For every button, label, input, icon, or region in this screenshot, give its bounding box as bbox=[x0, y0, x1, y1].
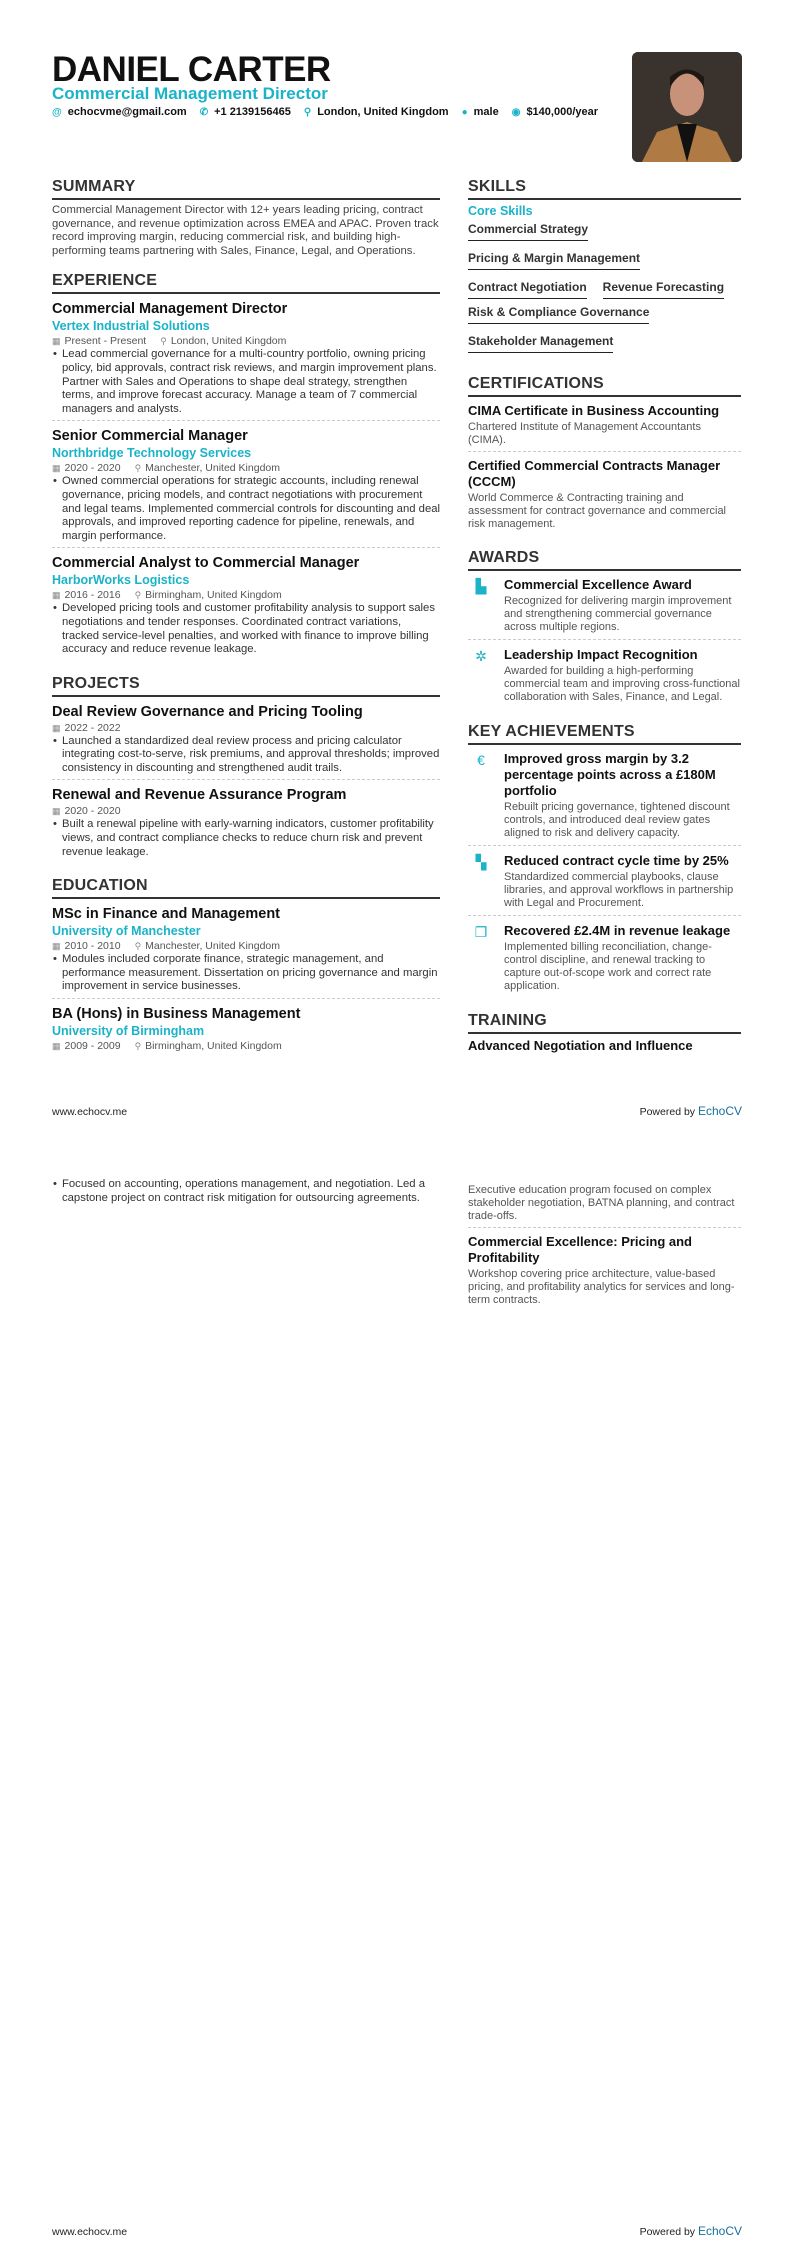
contact-email[interactable]: @ echocvme@gmail.com bbox=[52, 106, 187, 118]
dates: Present - Present bbox=[64, 335, 147, 348]
project-title: Renewal and Revenue Assurance Program bbox=[52, 787, 347, 804]
footer-site-link[interactable]: www.echocv.me bbox=[52, 2226, 128, 2238]
experience-section bbox=[52, 272, 440, 660]
bullet: • Lead commercial governance for a multi-country portfolio, owning pricing policy, bid approvals, contract risk reviews, and margin improvement plans. Partner with Sales and Operations to shape deal strategy, strengthen terms, and improve forecast accuracy. Manage a team of 7 commercial managers and analysts. bbox=[52, 348, 440, 416]
skill-tag: Stakeholder Management bbox=[468, 332, 613, 353]
education-item bbox=[52, 903, 440, 999]
degree: BA (Hons) in Business Management bbox=[52, 1006, 301, 1023]
degree: MSc in Finance and Management bbox=[52, 906, 281, 923]
award-title: Commercial Excellence Award bbox=[504, 577, 692, 592]
location: Birmingham, United Kingdom bbox=[145, 589, 282, 602]
achievement-title: Improved gross margin by 3.2 percentage points across a £180M portfolio bbox=[504, 751, 716, 798]
achievements-section bbox=[468, 723, 741, 998]
footer-powered-by: Powered by EchoCV bbox=[639, 1104, 742, 1118]
euro-icon: € bbox=[477, 752, 485, 768]
achievement-desc: Standardized commercial playbooks, clause libraries, and approval workflows in partnership with Legal and Procurement. bbox=[504, 871, 734, 909]
profile-photo bbox=[632, 52, 742, 162]
skill-tag: Commercial Strategy bbox=[468, 220, 588, 241]
location: Birmingham, United Kingdom bbox=[145, 1040, 282, 1053]
location: Manchester, United Kingdom bbox=[145, 462, 280, 475]
training-item bbox=[468, 1232, 741, 1311]
calendar-icon: ▦ bbox=[52, 590, 61, 601]
section-heading: SUMMARY bbox=[52, 178, 440, 200]
certification-desc: Chartered Institute of Management Accountants (CIMA). bbox=[468, 421, 701, 446]
calendar-icon: ▦ bbox=[52, 1041, 61, 1052]
bullet: • Built a renewal pipeline with early-warning indicators, customer profitability views, and contract compliance checks to reduce churn risk and prevent revenue leakage. bbox=[52, 818, 440, 859]
education-section bbox=[52, 877, 440, 1057]
person-icon: ● bbox=[461, 107, 468, 118]
location-icon: ⚲ bbox=[134, 941, 142, 952]
section-heading: TRAINING bbox=[468, 1012, 741, 1034]
certification-item bbox=[468, 456, 741, 535]
bullet: • Launched a standardized deal review process and pricing calculator integrating cost-to-serve, risk premiums, and approval thresholds; improved consistency in discounting and strengthened audit trails. bbox=[52, 735, 440, 776]
location-icon: ⚲ bbox=[160, 336, 167, 347]
job-title: Commercial Analyst to Commercial Manager bbox=[52, 555, 360, 572]
calendar-icon: ▦ bbox=[52, 336, 61, 347]
dates: 2020 - 2020 bbox=[64, 462, 121, 475]
company: Vertex Industrial Solutions bbox=[52, 319, 210, 334]
contract-icon: ▚ bbox=[475, 854, 487, 870]
phone-icon: ✆ bbox=[199, 107, 209, 118]
bullet: • Focused on accounting, operations management, and negotiation. Led a capstone project on contract risk mitigation for outsourcing agreements. bbox=[52, 1178, 440, 1205]
experience-item bbox=[52, 425, 440, 548]
echocv-logo: EchoCV bbox=[697, 2224, 742, 2238]
calendar-icon: ▦ bbox=[52, 941, 61, 952]
section-heading: KEY ACHIEVEMENTS bbox=[468, 723, 741, 745]
dates: 2010 - 2010 bbox=[64, 940, 121, 953]
skills-section bbox=[468, 178, 741, 361]
company: HarborWorks Logistics bbox=[52, 573, 190, 588]
section-heading: CERTIFICATIONS bbox=[468, 375, 741, 397]
award-title: Leadership Impact Recognition bbox=[504, 647, 698, 662]
achievement-item bbox=[468, 921, 741, 998]
certification-title: CIMA Certificate in Business Accounting bbox=[468, 403, 720, 418]
skills-group-label: Core Skills bbox=[468, 204, 533, 218]
projects-section bbox=[52, 675, 440, 864]
achievement-item bbox=[468, 749, 741, 846]
summary-section bbox=[52, 178, 440, 258]
certification-title: Certified Commercial Contracts Manager (CCCM) bbox=[468, 458, 721, 489]
skill-tag: Pricing & Margin Management bbox=[468, 249, 640, 270]
left-column bbox=[52, 178, 440, 1071]
location-icon: ⚲ bbox=[134, 590, 142, 601]
awards-section bbox=[468, 549, 741, 709]
summary-text: Commercial Management Director with 12+ years leading pricing, contract governance, and revenue optimization across EMEA and APAC. Proven track record improving margin, reducing commercial risk, and building high-performing teams partnering with Sales, Finance, Legal, and Operations. bbox=[52, 204, 439, 257]
section-heading: EDUCATION bbox=[52, 877, 440, 899]
right-column bbox=[468, 178, 741, 1068]
section-heading: AWARDS bbox=[468, 549, 741, 571]
skill-tag: Contract Negotiation bbox=[468, 278, 587, 299]
dates: 2016 - 2016 bbox=[64, 589, 121, 602]
contact-phone[interactable]: ✆ +1 2139156465 bbox=[199, 106, 291, 118]
at-icon: @ bbox=[52, 107, 62, 118]
left-column-page2 bbox=[52, 1178, 440, 1205]
award-item bbox=[468, 645, 741, 709]
section-heading: SKILLS bbox=[468, 178, 741, 200]
company: Northbridge Technology Services bbox=[52, 446, 252, 461]
footer-site-link[interactable]: www.echocv.me bbox=[52, 1106, 128, 1118]
bullet: • Developed pricing tools and customer profitability analysis to support sales negotiations and tender responses. Coordinated contract variations, tracked service-level penalties, and worked with finance to improve billing accuracy and reduce revenue leakage. bbox=[52, 602, 440, 656]
achievement-item bbox=[468, 851, 741, 916]
contact-location: ⚲ London, United Kingdom bbox=[303, 106, 449, 118]
training-title: Commercial Excellence: Pricing and Profitability bbox=[468, 1234, 692, 1265]
bullet: • Modules included corporate finance, strategic management, and performance measurement. Dissertation on pricing governance and margin improvement in service businesses. bbox=[52, 953, 440, 994]
bullet: • Owned commercial operations for strategic accounts, including renewal governance, pricing models, and contract negotiations with procurement and legal teams. Implemented commercial controls for discounting and deal approvals, and improved reporting cadence for pipeline, renewals, and margin performance. bbox=[52, 475, 440, 543]
echocv-logo: EchoCV bbox=[697, 1104, 742, 1118]
footer-powered-by: Powered by EchoCV bbox=[639, 2224, 742, 2238]
location-icon: ⚲ bbox=[134, 463, 142, 474]
right-column-page2 bbox=[468, 1180, 741, 1315]
certifications-section bbox=[468, 375, 741, 535]
experience-item bbox=[52, 298, 440, 421]
skill-tag: Revenue Forecasting bbox=[603, 278, 724, 299]
calendar-icon: ▦ bbox=[52, 463, 61, 474]
calendar-icon: ▦ bbox=[52, 722, 61, 733]
achievement-title: Reduced contract cycle time by 25% bbox=[504, 853, 729, 868]
training-desc: Executive education program focused on complex stakeholder negotiation, BATNA planning, and contract trade-offs. bbox=[468, 1184, 735, 1222]
experience-item bbox=[52, 552, 440, 660]
dates: 2020 - 2020 bbox=[64, 805, 121, 818]
salary-icon: ◉ bbox=[511, 107, 521, 118]
training-desc: Workshop covering price architecture, value-based pricing, and profitability analytics for services and long-term contracts. bbox=[468, 1268, 735, 1306]
sparkle-icon: ✲ bbox=[475, 648, 487, 664]
award-desc: Recognized for delivering margin improvement and strengthening commercial governance across multiple regions. bbox=[504, 595, 732, 633]
section-heading: PROJECTS bbox=[52, 675, 440, 697]
files-icon: ❐ bbox=[474, 924, 488, 940]
location-icon: ⚲ bbox=[134, 1041, 142, 1052]
location-icon: ⚲ bbox=[303, 107, 312, 118]
school: University of Birmingham bbox=[52, 1024, 205, 1039]
calendar-icon: ▦ bbox=[52, 806, 61, 817]
project-item bbox=[52, 784, 440, 863]
project-item bbox=[52, 701, 440, 781]
training-title: Advanced Negotiation and Influence bbox=[468, 1038, 693, 1053]
contact-gender: ● male bbox=[461, 106, 499, 118]
award-desc: Awarded for building a high-performing commercial team and improving cross-functional collaboration with Sales, Finance, and Legal. bbox=[504, 665, 740, 703]
dates: 2022 - 2022 bbox=[64, 721, 121, 734]
award-item bbox=[468, 575, 741, 640]
job-title: Commercial Management Director bbox=[52, 301, 288, 318]
job-title: Senior Commercial Manager bbox=[52, 428, 248, 445]
document-icon: ▙ bbox=[475, 578, 487, 594]
school: University of Manchester bbox=[52, 924, 201, 939]
project-title: Deal Review Governance and Pricing Tooling bbox=[52, 703, 363, 720]
skill-tag: Risk & Compliance Governance bbox=[468, 303, 649, 324]
dates: 2009 - 2009 bbox=[64, 1040, 121, 1053]
training-item bbox=[468, 1180, 741, 1228]
training-section bbox=[468, 1012, 741, 1054]
achievement-desc: Implemented billing reconciliation, change-control discipline, and renewal tracking to capture out-of-scope work and correct rate application. bbox=[504, 941, 712, 992]
section-heading: EXPERIENCE bbox=[52, 272, 440, 294]
certification-desc: World Commerce & Contracting training and assessment for contract governance and commercial risk management. bbox=[468, 492, 727, 530]
candidate-name: DANIEL CARTER bbox=[52, 50, 331, 89]
location: Manchester, United Kingdom bbox=[145, 940, 280, 953]
contact-salary: ◉ $140,000/year bbox=[511, 106, 599, 118]
achievement-desc: Rebuilt pricing governance, tightened discount controls, and introduced deal review gates aligned to risk and delivery capacity. bbox=[504, 801, 730, 839]
certification-item bbox=[468, 401, 741, 452]
location: London, United Kingdom bbox=[170, 335, 287, 348]
candidate-title: Commercial Management Director bbox=[52, 84, 328, 103]
education-item bbox=[52, 1003, 440, 1057]
achievement-title: Recovered £2.4M in revenue leakage bbox=[504, 923, 731, 938]
contact-bar bbox=[52, 106, 598, 118]
